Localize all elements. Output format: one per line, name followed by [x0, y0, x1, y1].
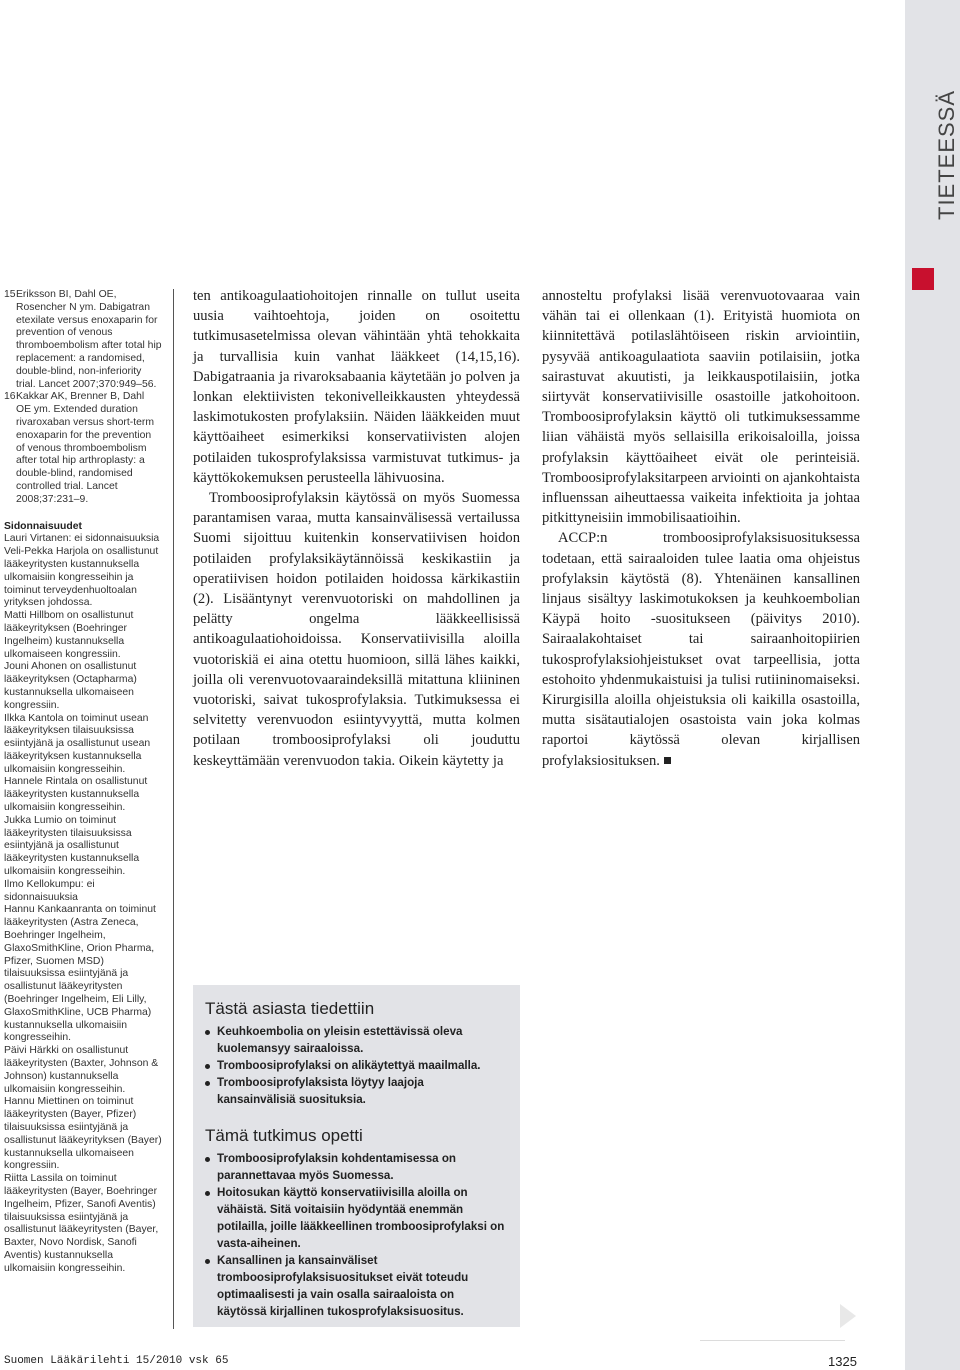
column-divider — [173, 289, 174, 1329]
disclosure-item: Jouni Ahonen on osallistunut lääkeyrityksen (Octapharma) kustannuksella ulkomaiseen kongressiin. — [4, 661, 137, 711]
reference-item — [4, 289, 162, 391]
disclosure-item: Ilkka Kantola on toiminut usean lääkeyrityksen tilaisuuksissa esiintyjänä ja osallistunut usean lääkeyrityksen kustannuksella ulkomaisiin kongresseihin. — [4, 712, 151, 775]
reference-text: Kakkar AK, Brenner B, Dahl OE ym. Extended duration rivaroxaban versus short-term enoxaparin for the prevention of venous thromboembolism after total hip arthroplasty: a double-blind, randomised controlled trial. Lancet 2008;37:231–9. — [16, 391, 155, 505]
factbox-known-heading: Tästä asiasta tiedettiin — [205, 999, 375, 1018]
disclosure-item: Jukka Lumio on toiminut lääkeyritysten tilaisuuksissa esiintyjänä ja osallistunut lääkeyritysten kustannuksella ulkomaisiin kongresseihin. — [4, 814, 140, 878]
disclosures-title: Sidonnaisuudet — [4, 520, 82, 532]
factbox-item: Hoitosukan käyttö konservatiivisilla aloilla on vähäistä. Sitä voitaisiin hyödyntää enemmän potilailla, joille lääkkeellinen tromboosiprofylaksi on vasta-aiheinen. — [205, 1184, 505, 1252]
factbox-item: Keuhkoembolia on yleisin estettävissä oleva kuolemansyy sairaaloissa. — [205, 1023, 505, 1057]
disclosure-item: Matti Hillbom on osallistunut lääkeyrityksen (Boehringer Ingelheim) kustannuksella ulkomaiseen kongressiin. — [4, 610, 134, 660]
factbox-learned-list — [205, 1150, 505, 1320]
fact-box — [193, 985, 520, 1327]
disclosure-item: Riitta Lassila on toiminut lääkeyritysten (Bayer, Boehringer Ingelheim, Pfizer, Sanofi Aventis) tilaisuuksissa esiintyjänä ja osallistunut lääkeyritysten (Bayer, Baxter, Novo Nordisk, Sanofi Aventis) kustannuksella ulkomaisiin kongresseihin. — [4, 1173, 159, 1274]
disclosure-item: Ilmo Kellokumpu: ei sidonnaisuuksia — [4, 878, 95, 903]
page-number: 1325 — [828, 1354, 857, 1369]
factbox-item: Tromboosiprofylaksista löytyy laajoja kansainvälisiä suosituksia. — [205, 1074, 505, 1108]
body-paragraph: ten antikoagulaatiohoitojen rinnalle on tullut useita uusia vaihtoehtoja, joiden on osoitettu tutkimusasetelmissa olevan vähintään yhtä tehokkaita ja turvallisia kuin vanhat lääkkeet (14,15,16). Dabigatraania ja rivaroksabaania käytetään jo polven ja lonkan elektiivisten tekonivelleikkausten yhteydessä laskimotukosten profylaksiin. Näiden lääkkeiden muut käyttöaiheet esimerkiksi konservatiivisten alojen potilaiden tukosprofylaksissa varmistuvat tutkimus- ja käyttökokemuksen perusteella lähivuosina. — [193, 288, 520, 486]
body-paragraph: Tromboosiprofylaksin käytössä on myös Suomessa parantamisen varaa, mutta kansainvälisessä vertailussa Suomi sijoittuu kuitenkin konservatiivisen hoidon potilaiden profylaksikäytännöissä keskikastiin ja operatiivisen hoidon potilaiden hoidossa kärkikastiin (2). Lisääntynyt verenvuotoriski on mahdollinen ja pelätty ongelma lääkkeellisissä antikoagulaatiohoidoissa. Konservatiivisilla aloilla vuotoriskiä ei aina otettu huomioon, sillä lähes kaikki, joilla oli verenvuotovaaraindeksillä mitattuna kliininen vuotoriski, saivat tukosprofylaksia. Tutkimuksessa ei selvitetty verenvuodon esiintyvyyttä, mutta kolmen potilaan tromboosiprofylaksi oli jouduttu keskeyttämään verenvuodon takia. Oikein käytetty ja — [193, 490, 520, 769]
factbox-learned-heading: Tämä tutkimus opetti — [205, 1126, 363, 1145]
body-paragraph-text: ACCP:n tromboosiprofylaksisuosituksessa todetaan, että sairaaloiden tulee laatia oma ohjeistus profylaksin käytöstä (8). Yhtenäinen kansallinen linjaus sisältyy laskimotukoksen ja keuhkoembolian Käypä hoito -suositukseen (päivitys 2010). Sairaalakohtaiset tai sairaanhoitopiirien tukosprofylaksiohjeistukset ovat tarpeellisia, jotta estohoito yhdenmukaistuisi ja tulisi rutiininomaiseksi. Kirurgisilla aloilla ohjeistuksia oli kaikilla osastoilla, mutta sisätautialojen osastoista vain joka kolmas raportoi käytössä olevan kirjallisen profylaksiosituksen. — [542, 530, 860, 769]
reference-number: 15 — [4, 289, 16, 300]
references-column — [4, 289, 162, 1276]
body-paragraph-final — [542, 528, 860, 770]
disclosure-item: Lauri Virtanen: ei sidonnaisuuksia — [4, 533, 160, 545]
section-marker — [912, 268, 934, 290]
factbox-known-list — [205, 1023, 505, 1108]
disclosure-item: Hannu Miettinen on toiminut lääkeyritysten (Bayer, Pfizer) tilaisuuksissa esiintyjänä ja osallistunut lääkeyrityksen (Bayer) kustannuksella ulkomaiseen kongressiin. — [4, 1096, 162, 1172]
disclosure-item: Päivi Härkki on osallistunut lääkeyritysten (Baxter, Johnson & Johnson) kustannuksella ulkomaisiin kongresseihin. — [4, 1045, 159, 1095]
end-mark-icon — [664, 757, 671, 764]
reference-number: 16 — [4, 391, 16, 403]
disclosure-item: Veli-Pekka Harjola on osallistunut lääkeyritysten kustannuksella ulkomaisiin kongresseihin ja toiminut terveydenhuoltoalan yrityksen johdossa. — [4, 546, 159, 609]
footer-rule — [700, 1340, 845, 1341]
disclosure-item: Hannu Kankaanranta on toiminut lääkeyritysten (Astra Zeneca, Boehringer Ingelheim, GlaxoSmithKline, Orion Pharma, Pfizer, Suomen MSD) tilaisuuksissa esiintyjänä ja osallistunut lääkeyritysten (Boehringer Ingelheim, Eli Lilly, GlaxoSmithKline, UCB Pharma) kustannuksella ulkomaisiin kongresseihin. — [4, 904, 156, 1044]
journal-footer: Suomen Lääkärilehti 15/2010 vsk 65 — [4, 1355, 229, 1367]
factbox-item: Kansallinen ja kansainväliset tromboosiprofylaksisuositukset eivät toteudu optimaalisesti ja vain osalla sairaaloista on käytössä kirjallinen tukosprofylaksisuositus. — [205, 1252, 505, 1320]
section-label: TIETEESSÄ — [934, 89, 959, 220]
arrow-icon — [840, 1304, 856, 1328]
reference-item — [4, 391, 162, 506]
factbox-item: Tromboosiprofylaksi on alikäytettyä maailmalla. — [205, 1057, 505, 1074]
factbox-item: Tromboosiprofylaksin kohdentamisessa on parannettavaa myös Suomessa. — [205, 1150, 505, 1184]
body-paragraph: annosteltu profylaksi lisää verenvuotovaaraa vain vähän tai ei ollenkaan (1). Erityistä huomiota on kiinnitettävä potilaslähtöiseen riskin arviointiin, pysyvää antikoagulaatiota saaviin potilaisiin, jotka sairastuvat akuutisti, ja leikkauspotilaisiin, jotka siirtyvät konservatiivisille osastoille jatkohoitoon. Tromboosiprofylaksin käyttö oli tutkimuksessamme liian vähäistä myös sellaisilla erikoisaloilla, joissa profylaksin käyttöaiheet eivät ole perinteisiä. Tromboosiprofylaksitarpeen arviointi on ajankohtaista influenssan aiheuttaessa vaikeita infektioita ja johtaa pitkittyneisiin immobilisaatioihin. — [542, 288, 860, 527]
disclosure-item: Hannele Rintala on osallistunut lääkeyritysten kustannuksella ulkomaisiin kongresseihin. — [4, 776, 148, 814]
body-column-right — [542, 286, 860, 771]
body-column-middle — [193, 286, 520, 771]
reference-text: Eriksson BI, Dahl OE, Rosencher N ym. Dabigatran etexilate versus enoxaparin for prevention of venous thromboembolism after total hip replacement: a randomised, double-blind, non-inferiority trial. Lancet 2007;370:949–56. — [16, 289, 162, 390]
